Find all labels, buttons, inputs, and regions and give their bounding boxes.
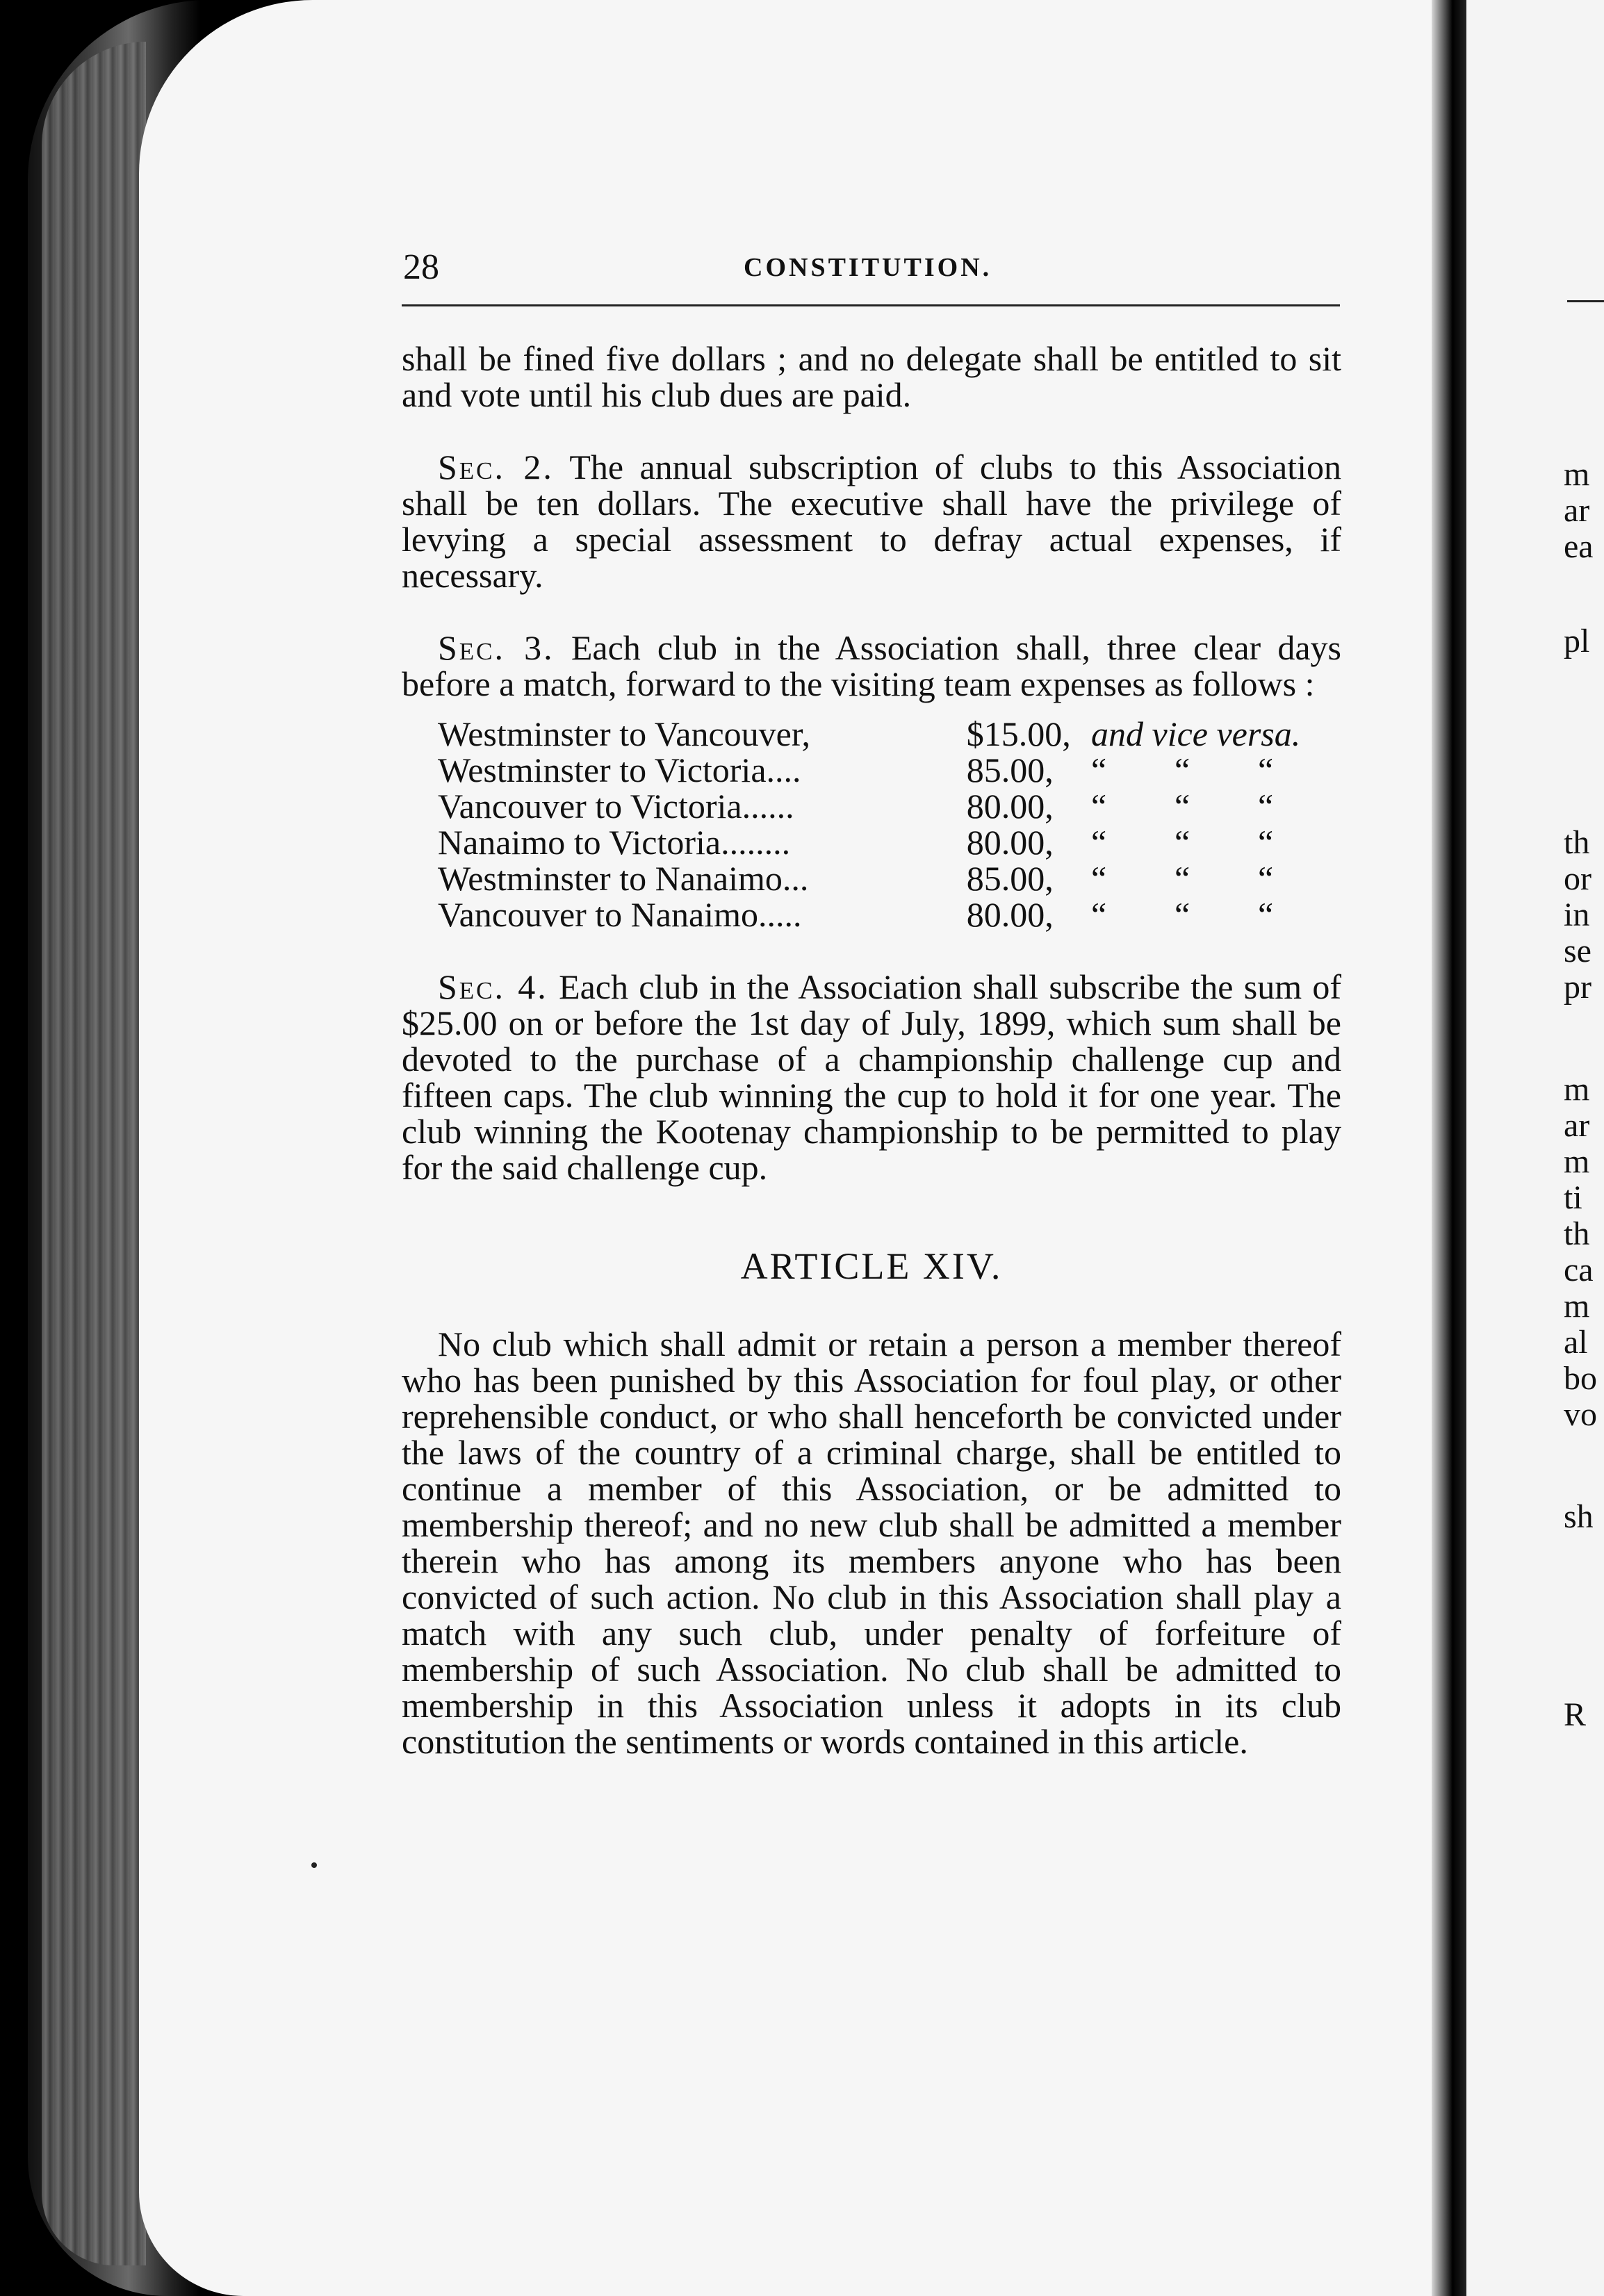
page-header (403, 247, 1341, 295)
fare-note: and vice versa. (1091, 714, 1301, 753)
ditto-mark: “ (1258, 859, 1274, 898)
facing-fragment: m (1564, 456, 1590, 493)
ditto-mark: “ (1091, 751, 1107, 789)
facing-fragment: ca (1564, 1252, 1594, 1288)
fare-amount: 85.00, (966, 751, 1054, 789)
page-number: 28 (403, 247, 439, 287)
ditto-marks (1077, 896, 1341, 933)
facing-fragment: sh (1564, 1498, 1594, 1535)
facing-fragment: pl (1564, 623, 1590, 659)
fare-amount: 80.00, (966, 823, 1054, 862)
facing-fragment: th (1564, 1215, 1590, 1252)
fare-row (402, 716, 1341, 752)
ink-speck (311, 1862, 317, 1868)
fare-table (402, 716, 1341, 933)
fare-route: Westminster to Vancouver, (438, 714, 810, 753)
fare-route: Westminster to Victoria.... (438, 751, 801, 789)
ditto-mark: “ (1258, 823, 1274, 862)
facing-fragment: m (1564, 1143, 1590, 1180)
ditto-marks (1077, 752, 1341, 788)
facing-fragment: se (1564, 933, 1591, 969)
facing-fragment: pr (1564, 969, 1591, 1006)
fare-amount: 80.00, (966, 787, 1054, 826)
fare-amount: 85.00, (966, 859, 1054, 898)
ditto-mark: “ (1091, 895, 1107, 934)
fare-row (402, 824, 1341, 860)
section-3-paragraph (402, 630, 1341, 702)
header-rule (402, 304, 1340, 306)
facing-fragment: th (1564, 824, 1590, 861)
facing-header-rule (1567, 300, 1604, 302)
section-4-text: Each club in the Association shall subscribe the sum of $25.00 on or before the 1st day of July, 1899, which sum shall be devoted to the purchase of a championship challenge cup and fifteen caps. The club winning the cup to hold it for one year. The club winning the Kootenay championship to be permitted to play for the said challenge cup. (402, 967, 1342, 1187)
page-edges (42, 42, 146, 2265)
section-2-paragraph (402, 449, 1341, 593)
ditto-mark: “ (1175, 823, 1190, 862)
ditto-mark: “ (1258, 751, 1274, 789)
page-body (402, 341, 1341, 1760)
facing-fragment: or (1564, 860, 1591, 897)
section-2-text: The annual subscription of clubs to this Association shall be ten dollars. The executive shall have the privilege of levying a special assessment to defray actual expenses, if necessary. (402, 448, 1341, 595)
book-gutter (1432, 0, 1466, 2296)
article-paragraph: No club which shall admit or retain a person a member thereof who has been punished by this Association for foul play, or other reprehensible conduct, or who shall henceforth be convicted under the laws of the country of a criminal charge, shall be entitled to continue a member of this Association, or be admitted to membership thereof; and no new club shall be admitted a member therein who has among its members anyone who has been convicted of such action. No club in this Association shall play a match with any such club, under penalty of forfeiture of membership of such Association. No club shall be admitted to membership in this Association unless it adopts in its club constitution the sentiments or words contained in this article. (402, 1325, 1341, 1761)
ditto-mark: “ (1091, 823, 1107, 862)
fare-route: Westminster to Nanaimo... (438, 859, 809, 898)
running-title: CONSTITUTION. (744, 253, 992, 282)
facing-fragment: m (1564, 1288, 1590, 1325)
facing-fragment: al (1564, 1324, 1588, 1361)
section-3-label: Sec. 3. (438, 628, 555, 667)
fare-row (402, 860, 1341, 896)
facing-fragment: vo (1564, 1396, 1597, 1433)
continuation-paragraph: shall be fined five dollars ; and no delegate shall be entitled to sit and vote until his club dues are paid. (402, 339, 1341, 414)
facing-fragment: ti (1564, 1179, 1582, 1216)
ditto-mark: “ (1091, 859, 1107, 898)
section-4-label: Sec. 4. (438, 967, 548, 1006)
facing-fragment: bo (1564, 1360, 1597, 1397)
fare-row (402, 788, 1341, 824)
article-heading: ARTICLE XIV. (740, 1245, 1003, 1287)
ditto-mark: “ (1175, 895, 1190, 934)
fare-amount: $15.00, (966, 714, 1071, 753)
facing-fragment: ar (1564, 1107, 1590, 1144)
ditto-mark: “ (1175, 751, 1190, 789)
ditto-mark: “ (1175, 787, 1190, 826)
ditto-mark: “ (1258, 787, 1274, 826)
fare-row (402, 752, 1341, 788)
facing-fragment: m (1564, 1071, 1590, 1108)
ditto-mark: “ (1091, 787, 1107, 826)
ditto-mark: “ (1175, 859, 1190, 898)
facing-fragment: in (1564, 896, 1590, 933)
section-3-text: Each club in the Association shall, three clear days before a match, forward to the visiting team expenses as follows : (402, 628, 1341, 703)
fare-row (402, 896, 1341, 933)
fare-amount: 80.00, (966, 895, 1054, 934)
section-2-label: Sec. 2. (438, 448, 554, 486)
section-4-paragraph (402, 969, 1341, 1186)
facing-fragment: ar (1564, 492, 1590, 529)
fare-route: Vancouver to Victoria...... (438, 787, 794, 826)
facing-fragment: R (1564, 1696, 1587, 1733)
ditto-marks (1077, 788, 1341, 824)
fare-route: Vancouver to Nanaimo..... (438, 895, 802, 934)
fare-route: Nanaimo to Victoria........ (438, 823, 791, 862)
facing-fragment: ea (1564, 528, 1594, 565)
ditto-marks (1077, 860, 1341, 896)
ditto-mark: “ (1258, 895, 1274, 934)
ditto-marks (1077, 824, 1341, 860)
